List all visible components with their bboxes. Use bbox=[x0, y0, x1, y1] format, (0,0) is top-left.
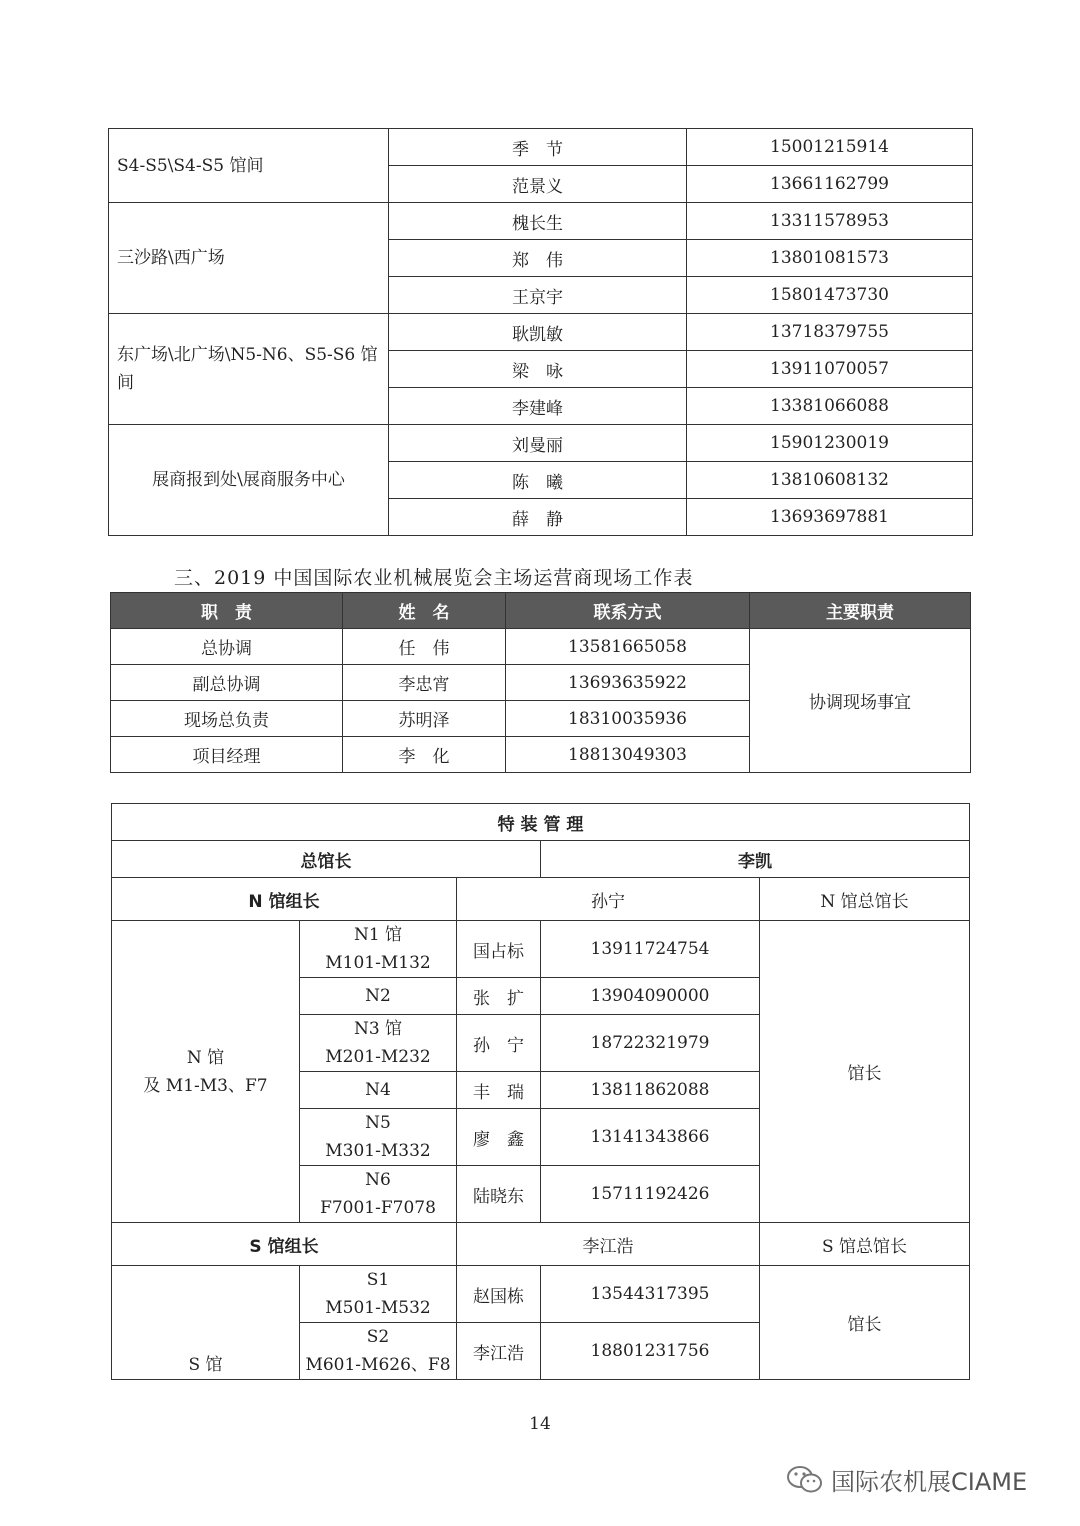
name-cell: 苏明泽 bbox=[343, 701, 506, 737]
hall-name: N6 bbox=[365, 1170, 391, 1190]
hall-range: M101-M132 bbox=[325, 953, 431, 973]
watermark-text: 国际农机展CIAME bbox=[831, 1468, 1028, 1496]
contact-phone: 13718379755 bbox=[687, 314, 973, 351]
hall-cell bbox=[300, 1323, 457, 1380]
hall-name: N4 bbox=[300, 1072, 457, 1109]
hall-manager: 张 扩 bbox=[457, 978, 541, 1015]
phone-cell: 18310035936 bbox=[506, 701, 750, 737]
n-group-name: 孙宁 bbox=[457, 878, 760, 921]
hall-manager: 李江浩 bbox=[457, 1323, 541, 1380]
hall-manager: 廖 鑫 bbox=[457, 1109, 541, 1166]
chief-name: 李凯 bbox=[541, 841, 970, 878]
role-cell: 副总协调 bbox=[111, 665, 343, 701]
hall-phone: 13141343866 bbox=[541, 1109, 760, 1166]
contact-name: 李建峰 bbox=[389, 388, 687, 425]
special-booth-management-table bbox=[111, 803, 970, 1380]
role-cell: 项目经理 bbox=[111, 737, 343, 773]
contact-name: 刘曼丽 bbox=[389, 425, 687, 462]
s-role2: 馆长 bbox=[760, 1266, 970, 1380]
header-name: 姓 名 bbox=[343, 593, 506, 629]
phone-cell: 18813049303 bbox=[506, 737, 750, 773]
watermark bbox=[785, 1462, 1027, 1497]
area-cell: S4-S5\S4-S5 馆间 bbox=[109, 129, 389, 203]
area-cell: 东广场\北广场\N5-N6、S5-S6 馆间 bbox=[109, 314, 389, 425]
wechat-icon bbox=[785, 1464, 825, 1496]
n-area-line2: 及 M1-M3、F7 bbox=[143, 1075, 268, 1096]
hall-name: N5 bbox=[365, 1113, 391, 1133]
contact-phone: 13661162799 bbox=[687, 166, 973, 203]
hall-phone: 18722321979 bbox=[541, 1015, 760, 1072]
hall-phone: 13811862088 bbox=[541, 1072, 760, 1109]
contact-phone: 13810608132 bbox=[687, 462, 973, 499]
header-duty: 主要职责 bbox=[750, 593, 971, 629]
header-contact: 联系方式 bbox=[506, 593, 750, 629]
contact-phone: 15901230019 bbox=[687, 425, 973, 462]
hall-cell bbox=[300, 921, 457, 978]
zone-contact-table bbox=[108, 128, 973, 536]
hall-name: N1 馆 bbox=[353, 925, 403, 945]
contact-name: 陈 曦 bbox=[389, 462, 687, 499]
contact-name: 范景义 bbox=[389, 166, 687, 203]
contact-phone: 13311578953 bbox=[687, 203, 973, 240]
hall-manager: 赵国栋 bbox=[457, 1266, 541, 1323]
hall-range: F7001-F7078 bbox=[320, 1198, 436, 1218]
n-group-role: N 馆总馆长 bbox=[760, 878, 970, 921]
hall-name: N3 馆 bbox=[353, 1019, 403, 1039]
phone-cell: 13581665058 bbox=[506, 629, 750, 665]
s-area-cell: S 馆 bbox=[112, 1266, 300, 1380]
contact-name: 槐长生 bbox=[389, 203, 687, 240]
contact-name: 王京宇 bbox=[389, 277, 687, 314]
contact-name: 梁 咏 bbox=[389, 351, 687, 388]
hall-manager: 国占标 bbox=[457, 921, 541, 978]
contact-phone: 15801473730 bbox=[687, 277, 973, 314]
hall-range: M601-M626、F8 bbox=[305, 1355, 451, 1375]
n-role2: 馆长 bbox=[760, 921, 970, 1223]
role-cell: 总协调 bbox=[111, 629, 343, 665]
hall-phone: 15711192426 bbox=[541, 1166, 760, 1223]
n-group-label: N 馆组长 bbox=[112, 878, 457, 921]
area-cell: 展商报到处\展商服务中心 bbox=[109, 425, 389, 536]
phone-cell: 13693635922 bbox=[506, 665, 750, 701]
operator-work-table bbox=[110, 592, 971, 773]
hall-phone: 18801231756 bbox=[541, 1323, 760, 1380]
area-cell: 三沙路\西广场 bbox=[109, 203, 389, 314]
hall-manager: 丰 瑞 bbox=[457, 1072, 541, 1109]
contact-phone: 13381066088 bbox=[687, 388, 973, 425]
hall-name: N2 bbox=[300, 978, 457, 1015]
hall-name: S1 bbox=[366, 1270, 390, 1290]
hall-cell bbox=[300, 1015, 457, 1072]
contact-phone: 13801081573 bbox=[687, 240, 973, 277]
role-cell: 现场总负责 bbox=[111, 701, 343, 737]
s-group-name: 李江浩 bbox=[457, 1223, 760, 1266]
hall-phone: 13544317395 bbox=[541, 1266, 760, 1323]
table-title: 特 装 管 理 bbox=[112, 804, 970, 841]
header-role: 职 责 bbox=[111, 593, 343, 629]
hall-range: M501-M532 bbox=[325, 1298, 431, 1318]
contact-phone: 13911070057 bbox=[687, 351, 973, 388]
hall-manager: 陆晓东 bbox=[457, 1166, 541, 1223]
contact-name: 郑 伟 bbox=[389, 240, 687, 277]
chief-label: 总馆长 bbox=[112, 841, 541, 878]
hall-phone: 13911724754 bbox=[541, 921, 760, 978]
contact-name: 季 节 bbox=[389, 129, 687, 166]
hall-range: M201-M232 bbox=[325, 1047, 431, 1067]
s-group-role: S 馆总馆长 bbox=[760, 1223, 970, 1266]
hall-phone: 13904090000 bbox=[541, 978, 760, 1015]
hall-cell bbox=[300, 1166, 457, 1223]
n-area-line1: N 馆 bbox=[186, 1047, 225, 1068]
contact-phone: 15001215914 bbox=[687, 129, 973, 166]
s-group-label: S 馆组长 bbox=[112, 1223, 457, 1266]
page-number: 14 bbox=[529, 1414, 551, 1434]
hall-range: M301-M332 bbox=[325, 1141, 431, 1161]
name-cell: 李忠宵 bbox=[343, 665, 506, 701]
n-area-cell bbox=[112, 921, 300, 1223]
name-cell: 李 化 bbox=[343, 737, 506, 773]
hall-cell bbox=[300, 1266, 457, 1323]
duty-cell: 协调现场事宜 bbox=[750, 629, 971, 773]
contact-name: 耿凯敏 bbox=[389, 314, 687, 351]
name-cell: 任 伟 bbox=[343, 629, 506, 665]
hall-manager: 孙 宁 bbox=[457, 1015, 541, 1072]
hall-cell bbox=[300, 1109, 457, 1166]
hall-name: S2 bbox=[366, 1327, 390, 1347]
contact-phone: 13693697881 bbox=[687, 499, 973, 536]
contact-name: 薛 静 bbox=[389, 499, 687, 536]
section-title: 三、2019 中国国际农业机械展览会主场运营商现场工作表 bbox=[174, 567, 694, 589]
